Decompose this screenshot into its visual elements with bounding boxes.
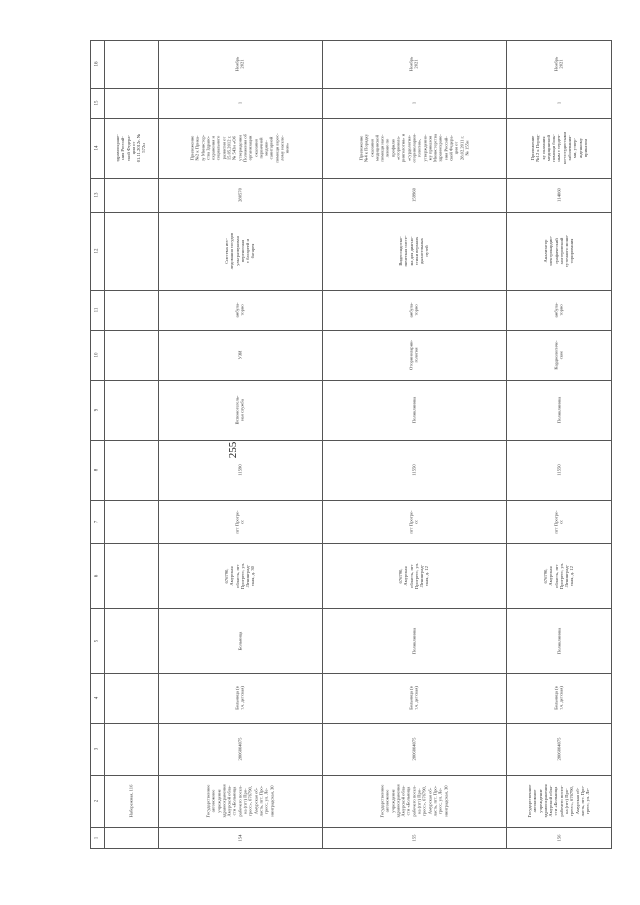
row-154-c8-text: 11590	[237, 464, 243, 476]
row-156-c15-text: 1	[555, 101, 561, 105]
grid-line	[90, 290, 611, 291]
column-number-8	[90, 440, 104, 500]
top-row-c15	[104, 88, 158, 118]
row-154-c10-text: УЗИ	[237, 350, 243, 360]
row-154-c6-text: 676790, Амурская область, пгт Прогресс, ул. Ленинград- ская, д. 30	[224, 562, 256, 589]
row-155-c2	[322, 775, 506, 827]
row-155-num	[322, 827, 506, 848]
row-156-c13-text: 114060	[555, 188, 561, 202]
row-155-c3	[322, 723, 506, 775]
grid-line	[90, 330, 611, 331]
column-number-2-text: 2	[94, 799, 100, 803]
row-154-c13-text: 280570	[237, 188, 243, 202]
row-154-c5-text: Больница	[237, 631, 243, 650]
row-156-c3	[506, 723, 611, 775]
grid-line	[90, 775, 611, 776]
column-number-10-text: 10	[94, 352, 100, 358]
grid-line	[158, 40, 159, 849]
row-155-c8	[322, 440, 506, 500]
row-155-c12	[322, 212, 506, 290]
row-156-num	[506, 827, 611, 848]
grid-line	[90, 440, 611, 441]
row-155-c9	[322, 380, 506, 440]
row-154-c11	[158, 290, 322, 330]
row-155-c6-text: 676790, Амурская область, пгт Прогресс, ул. Ленинград- ская, д. 12	[398, 562, 430, 589]
row-155-c4	[322, 673, 506, 723]
column-number-10	[90, 330, 104, 380]
column-number-6-text: 6	[94, 574, 100, 577]
column-number-12	[90, 212, 104, 290]
grid-line	[506, 40, 507, 849]
row-156-c10-text: Кардиологиче- ское	[553, 340, 564, 370]
row-155-c11	[322, 290, 506, 330]
column-number-16	[90, 40, 104, 88]
row-155-c13	[322, 178, 506, 212]
row-156-c6-text: 676790, Амурская область, пгт Прогресс, ул. Ленинград- ская, д. 12	[542, 562, 575, 589]
row-154-c9	[158, 380, 322, 440]
row-155-c16-text: Ноябрь 2021	[408, 56, 419, 72]
grid-line	[90, 827, 611, 828]
column-number-14	[90, 118, 104, 178]
row-155-c15	[322, 88, 506, 118]
row-154-c7-text: пгт Прогре- сс	[234, 509, 245, 534]
column-number-13	[90, 178, 104, 212]
column-number-4	[90, 673, 104, 723]
grid-line	[90, 40, 91, 849]
row-156-c12-text: Анализатор электрокардио- графический холтеровский суточного мони- торирования	[542, 234, 575, 268]
row-154-c11-text: амбула- торно	[234, 302, 245, 318]
grid-line	[611, 40, 612, 849]
column-number-5	[90, 608, 104, 673]
top-row-c3	[104, 723, 158, 775]
column-number-7-text: 7	[94, 520, 100, 523]
row-155-c10	[322, 330, 506, 380]
row-154-c16	[158, 40, 322, 88]
row-154-c15	[158, 88, 322, 118]
row-155-c10-text: Оториноларин- гология	[408, 339, 419, 371]
column-number-2	[90, 775, 104, 827]
row-155-c11-text: амбула- торно	[408, 302, 419, 318]
grid-line	[322, 40, 323, 849]
grid-line	[90, 380, 611, 381]
row-156-c11	[506, 290, 611, 330]
row-154-c3	[158, 723, 322, 775]
column-number-8-text: 8	[94, 468, 100, 472]
row-155-c7-text: пгт Прогре- сс	[408, 509, 419, 534]
row-155-c3-text: 2806004075	[411, 737, 417, 761]
row-156-c5	[506, 608, 611, 673]
grid-line	[90, 88, 611, 89]
column-number-12-text: 12	[94, 248, 100, 254]
top-row-c2-text: Набережная, 116	[128, 784, 134, 818]
grid-line	[90, 543, 611, 544]
row-156-c7-text: пгт Прогре- сс	[553, 509, 564, 534]
row-155-c12-text: Видеоэндоско- пическая систе- ма для диагно- стики верхних дыхательных путей	[398, 235, 430, 267]
top-row-c14	[104, 118, 158, 178]
row-156-c2-text: Государственное автономное учреждение здравоохранения Амурской обла- сти «Больница рабочего посел- ка (пгт) Про- гресс», 676790, Амурская об- ласть, пгт. Про- гресс, ул. Ле-	[526, 784, 590, 818]
grid-line	[90, 723, 611, 724]
row-156-c14	[506, 118, 611, 178]
column-number-3	[90, 723, 104, 775]
row-155-c9-text: Поликлиника	[411, 396, 417, 424]
grid-line	[90, 40, 611, 41]
grid-line	[90, 608, 611, 609]
row-155-c15-text: 1	[411, 101, 417, 105]
top-row-c5	[104, 608, 158, 673]
row-155-c4-text: Больница (в т.ч. детская)	[408, 686, 419, 710]
top-row-c9	[104, 380, 158, 440]
column-number-7	[90, 500, 104, 543]
row-154-c9-text: Вспомогатель- ная служба	[234, 395, 245, 425]
top-row-c14-text: здравоохране- ния Россий- ской Федера- ции от 01.11.2012г. № 572н	[115, 133, 147, 163]
row-156-c9-text: Поликлиника	[555, 396, 561, 424]
row-154-c13	[158, 178, 322, 212]
row-154-num-text: 154	[237, 834, 243, 841]
row-156-c8	[506, 440, 611, 500]
row-154-c3-text: 2806004075	[237, 737, 243, 761]
row-155-c6	[322, 543, 506, 608]
grid-line	[90, 118, 611, 119]
row-156-c11-text: амбула- торно	[553, 302, 564, 318]
row-154-c8	[158, 440, 322, 500]
row-154-c14-text: Приложение №2 к Прика- зу Министер- ства Здраво- охранения и социального развития от 15.05.2012 г. № 543н «Об утверждении Положения об организации оказания первичной медико- санитарной помощи взрос- лому населе- нию»	[189, 133, 291, 163]
row-154-c10	[158, 330, 322, 380]
column-number-6	[90, 543, 104, 608]
row-155-num-text: 155	[411, 834, 417, 841]
row-156-c12	[506, 212, 611, 290]
row-156-c6	[506, 543, 611, 608]
grid-line	[90, 212, 611, 213]
row-155-c8-text: 11550	[411, 464, 417, 476]
row-154-c4	[158, 673, 322, 723]
row-156-c10	[506, 330, 611, 380]
top-row-c4	[104, 673, 158, 723]
row-156-c4-text: Больница (в т.ч. детская)	[553, 686, 564, 710]
row-156-c4	[506, 673, 611, 723]
top-row-c16	[104, 40, 158, 88]
row-156-c9	[506, 380, 611, 440]
column-number-9	[90, 380, 104, 440]
row-156-c16-text: Ноябрь 2021	[553, 56, 564, 72]
top-row-c6	[104, 543, 158, 608]
row-156-c13	[506, 178, 611, 212]
grid-line	[90, 500, 611, 501]
row-156-c15	[506, 88, 611, 118]
row-155-c14	[322, 118, 506, 178]
row-154-c12	[158, 212, 322, 290]
grid-line	[90, 178, 611, 179]
row-154-num	[158, 827, 322, 848]
row-155-c5	[322, 608, 506, 673]
column-number-11	[90, 290, 104, 330]
top-row-c8	[104, 440, 158, 500]
row-154-c14	[158, 118, 322, 178]
page-number: 255	[227, 441, 239, 459]
column-number-1-text: 1	[94, 836, 100, 839]
column-number-15	[90, 88, 104, 118]
column-number-5-text: 5	[94, 639, 100, 642]
row-154-c16-text: Ноябрь 2021	[234, 56, 245, 72]
column-number-9-text: 9	[94, 408, 100, 412]
column-number-15-text: 15	[94, 100, 100, 106]
grid-line	[90, 848, 611, 849]
row-156-num-text: 156	[555, 834, 561, 841]
row-155-c13-text: 159960	[411, 188, 417, 202]
row-156-c5-text: Поликлиника	[555, 627, 561, 654]
top-row-c13	[104, 178, 158, 212]
row-154-c15-text: 1	[237, 101, 243, 105]
row-156-c16	[506, 40, 611, 88]
row-154-c12-text: Система исс- ледования сосудов ультразвуковая переносная с батареей и батарея	[224, 232, 256, 270]
row-154-c6	[158, 543, 322, 608]
column-number-13-text: 13	[94, 192, 100, 198]
row-156-c3-text: 2806004075	[555, 737, 561, 761]
column-number-3-text: 3	[94, 747, 100, 751]
row-155-c2-text: Государственное автономное учреждение здравоохранения Амурской обла- сти «Больница рабочего посел- ка (пгт) Про- гресс», 676790, Амурская об- ласть, пгт. Про- гресс, ул. Ле- нинградская, 30	[379, 784, 449, 818]
row-154-c7	[158, 500, 322, 543]
top-row-num	[104, 827, 158, 848]
row-156-c8-text: 11550	[555, 464, 561, 476]
row-154-c4-text: Больница (в т.ч. детская)	[234, 686, 245, 710]
top-row-c10	[104, 330, 158, 380]
column-number-4-text: 4	[94, 696, 100, 700]
column-number-1	[90, 827, 104, 848]
column-number-11-text: 11	[94, 307, 100, 313]
row-156-c7	[506, 500, 611, 543]
row-154-c2-text: Государственное автономное учреждение здравоохранения Амурской обла- сти «Больница рабочего посел- ка (пгт) Про- гресс», 676790, Амурская об- ласть, пгт. Про- гресс, ул. Ле- нинградская, 30	[205, 784, 275, 818]
row-155-c16	[322, 40, 506, 88]
row-155-c5-text: Поликлиника	[411, 627, 417, 654]
top-row-c11	[104, 290, 158, 330]
row-155-c14-text: Приложение №4 к Порядку оказания медицинской помощи насе- лению по профилю «оторинола- рингология» и «сурдология- оториноларин- гология», утвержденно- му приказом Министерства здравоохране- ния Россий- ской Федера- ции от 28.02.2011 г. № 155н	[358, 133, 470, 163]
row-156-c2	[506, 775, 611, 827]
top-row-c2	[104, 775, 158, 827]
column-number-14-text: 14	[94, 145, 100, 151]
top-row-c7	[104, 500, 158, 543]
grid-line	[104, 40, 105, 849]
row-154-c2	[158, 775, 322, 827]
row-155-c7	[322, 500, 506, 543]
row-156-c14-text: Приложение №12 к Поряд- ку оказания медицинской помощи боль- ным с сердеч- но-сосудистыми заболевания- ми, утвер- жденному приказом	[529, 132, 588, 165]
column-number-16-text: 16	[94, 61, 100, 67]
row-154-c5	[158, 608, 322, 673]
grid-line	[90, 673, 611, 674]
top-row-c12	[104, 212, 158, 290]
